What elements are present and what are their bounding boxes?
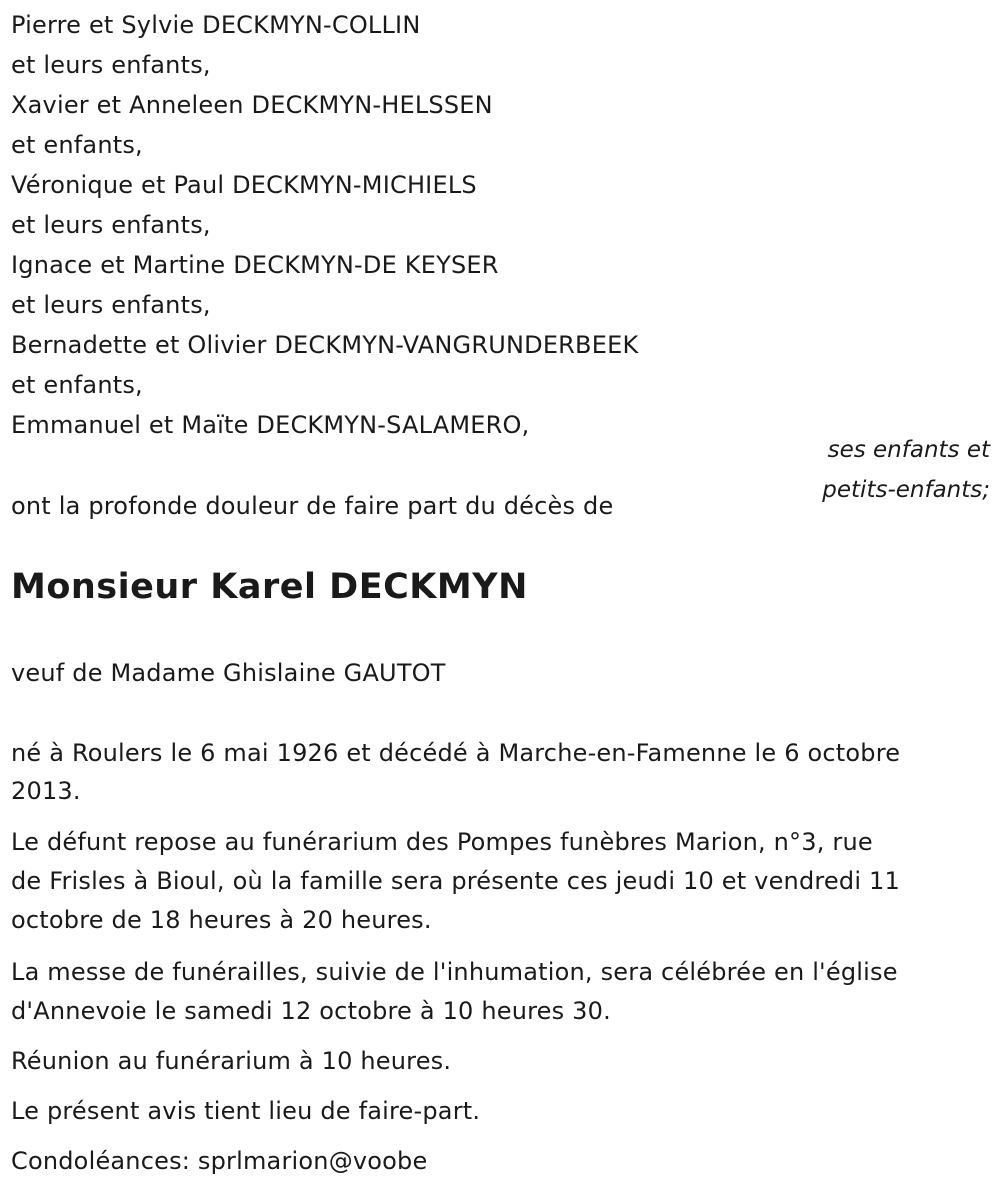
meeting-text: Réunion au funérarium à 10 heures. bbox=[11, 1047, 452, 1075]
notice-text: Le présent avis tient lieu de faire-part. bbox=[11, 1097, 481, 1125]
family-line: et enfants, bbox=[11, 131, 143, 159]
repose-line: octobre de 18 heures à 20 heures. bbox=[11, 906, 432, 934]
repose-paragraph bbox=[11, 823, 986, 940]
condolences-text: Condoléances: sprlmarion@voobe bbox=[11, 1147, 428, 1175]
side-note-line-2: petits-enfants; bbox=[822, 477, 990, 503]
announcement-text: ont la profonde douleur de faire part du décès de bbox=[11, 492, 614, 520]
mass-line: La messe de funérailles, suivie de l'inhumation, sera célébrée en l'église bbox=[11, 958, 898, 986]
birth-death-paragraph bbox=[11, 734, 986, 811]
birth-death-line: né à Roulers le 6 mai 1926 et décédé à Marche-en-Famenne le 6 octobre bbox=[11, 739, 901, 767]
family-line: et leurs enfants, bbox=[11, 211, 211, 239]
family-line: Emmanuel et Maïte DECKMYN-SALAMERO, bbox=[11, 411, 530, 439]
side-note-line-1: ses enfants et bbox=[827, 437, 990, 463]
family-line: Xavier et Anneleen DECKMYN-HELSSEN bbox=[11, 91, 493, 119]
family-line: Véronique et Paul DECKMYN-MICHIELS bbox=[11, 171, 477, 199]
deceased-name: Monsieur Karel DECKMYN bbox=[11, 567, 528, 607]
repose-line: Le défunt repose au funérarium des Pompes funèbres Marion, n°3, rue bbox=[11, 828, 873, 856]
family-line: Bernadette et Olivier DECKMYN-VANGRUNDERBEEK bbox=[11, 331, 639, 359]
mass-line: d'Annevoie le samedi 12 octobre à 10 heures 30. bbox=[11, 997, 611, 1025]
family-line: et leurs enfants, bbox=[11, 291, 211, 319]
family-line: Ignace et Martine DECKMYN-DE KEYSER bbox=[11, 251, 499, 279]
family-line: Pierre et Sylvie DECKMYN-COLLIN bbox=[11, 11, 421, 39]
birth-death-line: 2013. bbox=[11, 777, 81, 805]
family-line: et leurs enfants, bbox=[11, 51, 211, 79]
mass-paragraph bbox=[11, 953, 986, 1031]
repose-line: de Frisles à Bioul, où la famille sera présente ces jeudi 10 et vendredi 11 bbox=[11, 867, 900, 895]
widower-text: veuf de Madame Ghislaine GAUTOT bbox=[11, 659, 446, 687]
family-line: et enfants, bbox=[11, 371, 143, 399]
